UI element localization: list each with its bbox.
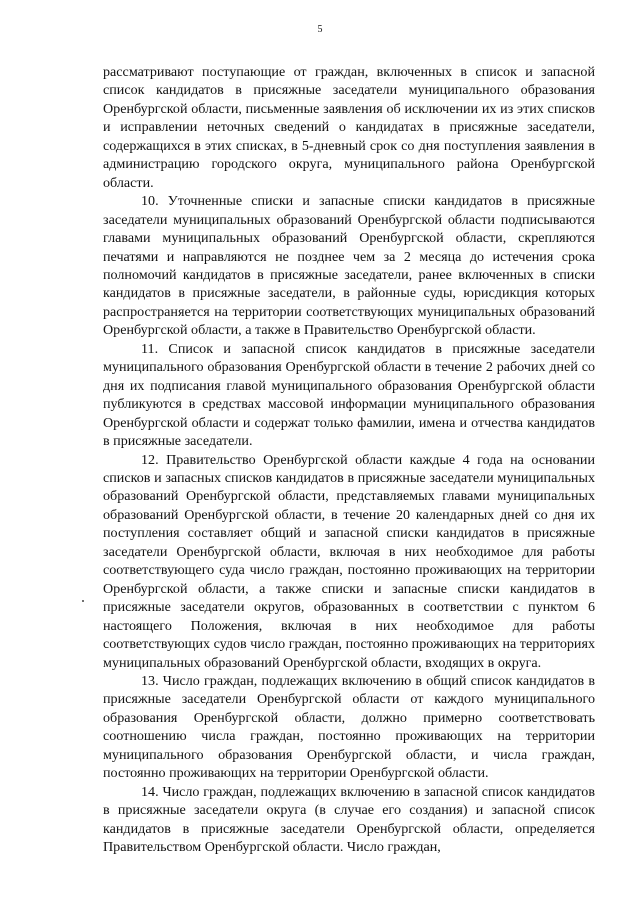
paragraph-12: 12. Правительство Оренбургской области каждые 4 года на основании списков и запасных списков кандидатов в присяжные заседатели муниципальных образований Оренбургской области, представляемых главами муниципальных образований Оренбургской области, в течение 20 календарных дней со дня их поступления составляет общий и запасной списки кандидатов в присяжные заседатели Оренбургской области, включая в них необходимое для работы соответствующего суда число граждан, постоянно проживающих на территории Оренбургской области, а также списки и запасные списки кандидатов в присяжные заседатели округов, образованных в соответствии с пунктом 6 настоящего Положения, включая в них необходимое для работы соответствующих судов число граждан, постоянно проживающих на территориях муниципальных образований Оренбургской области, входящих в округа. [103, 451, 595, 671]
document-body [103, 63, 595, 856]
scan-speck [82, 600, 84, 602]
paragraph-11: 11. Список и запасной список кандидатов в присяжные заседатели муниципального образования Оренбургской области в течение 2 рабочих дней со дня их подписания главой муниципального образования Оренбургской области публикуются в средствах массовой информации муниципального образования Оренбургской области и содержат только фамилии, имена и отчества кандидатов в присяжные заседатели. [103, 340, 595, 450]
paragraph-10: 10. Уточненные списки и запасные списки кандидатов в присяжные заседатели муниципальных образований Оренбургской области подписываются главами муниципальных образований Оренбургской области, скрепляются печатями и направляются не позднее чем за 2 месяца до истечения срока полномочий кандидатов в присяжные заседатели, ранее включенных в списки кандидатов в присяжные заседатели, в районные суды, юрисдикция которых распространяется на территории соответствующих муниципальных образований Оренбургской области, а также в Правительство Оренбургской области. [103, 193, 595, 339]
paragraph-13: 13. Число граждан, подлежащих включению в общий список кандидатов в присяжные заседатели Оренбургской области от каждого муниципального образования Оренбургской области, должно примерно соответствовать соотношению числа граждан, постоянно проживающих на территории муниципального образования Оренбургской области, и числа граждан, постоянно проживающих на территории Оренбургской области. [103, 672, 595, 782]
page-number: 5 [317, 24, 323, 35]
paragraph-14: 14. Число граждан, подлежащих включению в запасной список кандидатов в присяжные заседатели округа (в случае его создания) и запасной список кандидатов в присяжные заседатели Оренбургской области, определяется Правительством Оренбургской области. Число граждан, [103, 783, 595, 856]
paragraph-continuation: рассматривают поступающие от граждан, включенных в список и запасной список кандидатов в присяжные заседатели муниципального образования Оренбургской области, письменные заявления об исключении их из этих списков и исправлении неточных сведений о кандидатах в присяжные заседатели, содержащихся в этих списках, в 5-дневный срок со дня поступления заявления в администрацию городского округа, муниципального района Оренбургской области. [103, 64, 595, 191]
